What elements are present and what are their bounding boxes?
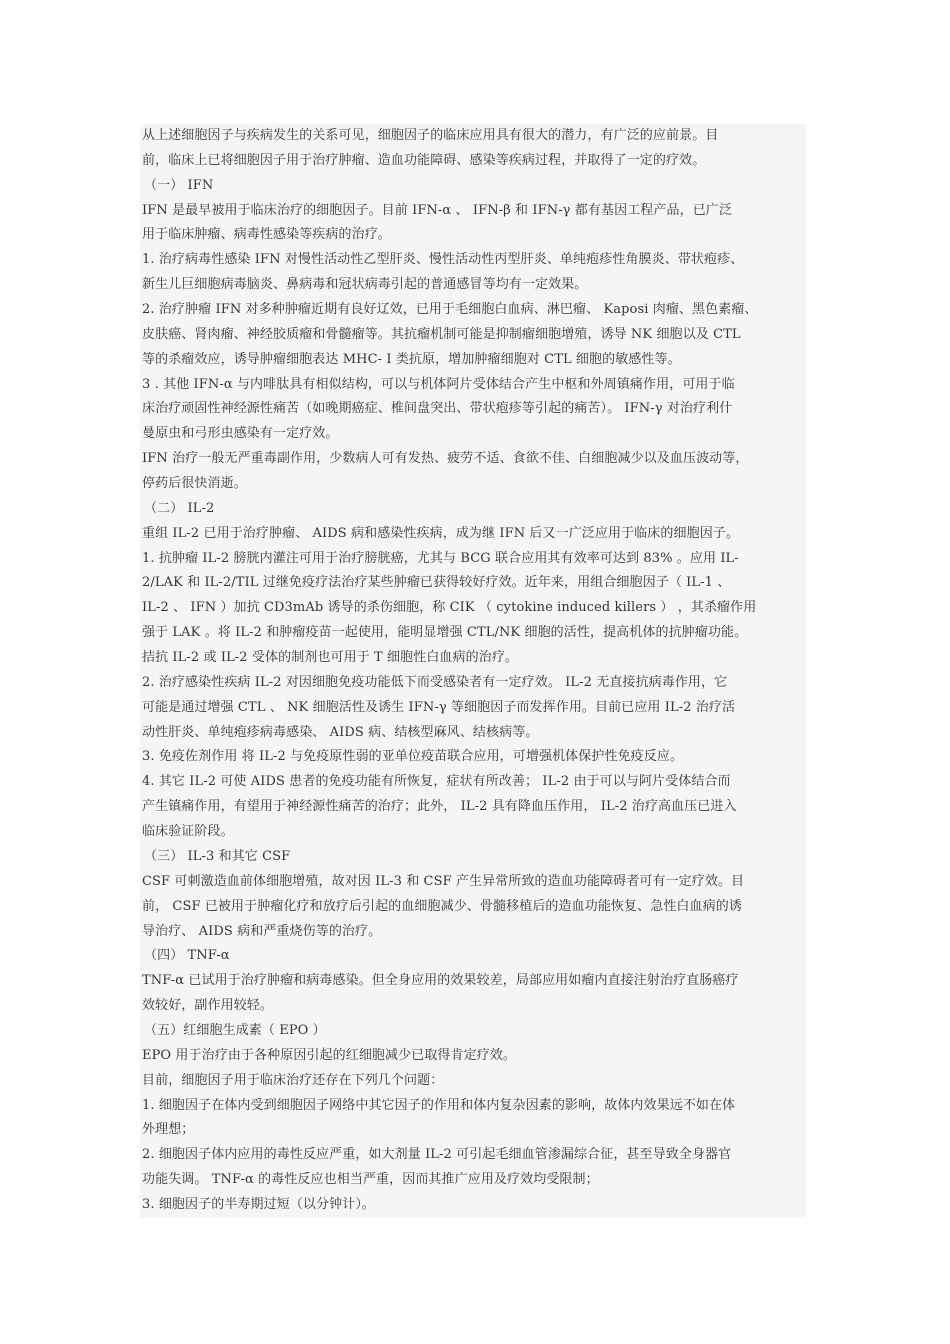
text-line: 皮肤癌、肾肉瘤、神经胶质瘤和骨髓瘤等。其抗瘤机制可能是抑制瘤细胞增殖，诱导 NK 细胞以及 CTL (142, 326, 741, 342)
text-line: 效较好，副作用较轻。 (142, 998, 274, 1014)
text-line: 产生镇痛作用，有望用于神经源性痛苦的治疗；此外， IL-2 具有降血压作用， IL-2 治疗高血压已进入 (142, 799, 737, 815)
text-line: 新生儿巨细胞病毒脑炎、鼻病毒和冠状病毒引起的普通感冒等均有一定效果。 (142, 277, 588, 293)
text-line: 导治疗、 AIDS 病和严重烧伤等的治疗。 (142, 923, 382, 939)
text-line: 3. 免疫佐剂作用 将 IL-2 与免疫原性弱的亚单位疫苗联合应用，可增强机体保护性免疫反应。 (142, 749, 684, 765)
text-line: 动性肝炎、单纯疱疹病毒感染、 AIDS 病、结核型麻风、结核病等。 (142, 724, 539, 740)
text-line: IFN 治疗一般无严重毒副作用，少数病人可有发热、疲劳不适、食欲不佳、白细胞减少以及血压波动等， (142, 451, 749, 467)
text-line: 临床验证阶段。 (142, 824, 234, 840)
text-line: 3. 细胞因子的半寿期过短（以分钟计）。 (142, 1196, 376, 1212)
text-line: 停药后很快消逝。 (142, 476, 247, 492)
text-line: 拮抗 IL-2 或 IL-2 受体的制剂也可用于 T 细胞性白血病的治疗。 (142, 650, 519, 666)
text-line: 2. 治疗感染性疾病 IL-2 对因细胞免疫功能低下而受感染者有一定疗效。 IL-2 无直接抗病毒作用，它 (142, 674, 728, 690)
section-heading: （一） IFN (144, 177, 214, 193)
text-line: IFN 是最早被用于临床治疗的细胞因子。目前 IFN-α 、 IFN-β 和 IFN-γ 都有基因工程产品，已广泛 (142, 202, 732, 218)
text-line: 2. 治疗肿瘤 IFN 对多种肿瘤近期有良好辽效，已用于毛细胞白血病、淋巴瘤、 Kaposi 肉瘤、黑色素瘤、 (142, 302, 758, 318)
text-line: 重组 IL-2 已用于治疗肿瘤、 AIDS 病和感染性疾病，成为继 IFN 后又一广泛应用于临床的细胞因子。 (142, 525, 740, 541)
section-heading: （五）红细胞生成素（ EPO ） (144, 1022, 326, 1038)
text-line: 床治疗顽固性神经源性痛苦（如晚期癌症、椎间盘突出、带状疱疹等引起的痛苦）。 IFN-γ 对治疗利什 (142, 401, 733, 417)
text-line: 4. 其它 IL-2 可使 AIDS 患者的免疫功能有所恢复，症状有所改善； IL-2 由于可以与阿片受体结合而 (142, 774, 731, 790)
text-line: 1. 抗肿瘤 IL-2 膀胱内灌注可用于治疗膀胱癌，尤其与 BCG 联合应用其有效率可达到 83% 。应用 IL- (142, 550, 739, 566)
text-line: 1. 细胞因子在体内受到细胞因子网络中其它因子的作用和体内复杂因素的影响，故体内效果远不如在体 (142, 1097, 736, 1113)
document-body (140, 124, 806, 1218)
section-heading: （四） TNF-α (144, 948, 230, 964)
text-line: 目前，细胞因子用于临床治疗还存在下列几个问题： (142, 1072, 444, 1088)
text-line: EPO 用于治疗由于各种原因引起的红细胞减少已取得肯定疗效。 (142, 1047, 517, 1063)
text-line: IL-2 、 IFN ）加抗 CD3mAb 诱导的杀伤细胞，称 CIK （ cytokine induced killers ） ，其杀瘤作用 (142, 600, 757, 616)
text-line: 可能是通过增强 CTL 、 NK 细胞活性及诱生 IFN-γ 等细胞因子而发挥作用。目前已应用 IL-2 治疗活 (142, 699, 736, 715)
text-line: CSF 可刺激造血前体细胞增殖，故对因 IL-3 和 CSF 产生异常所致的造血功能障碍者可有一定疗效。目 (142, 873, 745, 889)
text-line: 从上述细胞因子与疾病发生的关系可见，细胞因子的临床应用具有很大的潜力，有广泛的应前景。目 (142, 128, 719, 143)
text-line: TNF-α 已试用于治疗肿瘤和病毒感染。但全身应用的效果较差，局部应用如瘤内直接注射治疗直肠癌疗 (142, 973, 739, 989)
text-line: 曼原虫和弓形虫感染有一定疗效。 (142, 426, 339, 442)
text-line: 2. 细胞因子体内应用的毒性反应严重，如大剂量 IL-2 可引起毛细血管渗漏综合征，甚至导致全身器官 (142, 1147, 732, 1163)
text-line: 外理想； (142, 1122, 195, 1138)
text-line: 功能失调。 TNF-α 的毒性反应也相当严重，因而其推广应用及疗效均受限制； (142, 1172, 599, 1188)
section-heading: （三） IL-3 和其它 CSF (144, 848, 291, 864)
text-line: 用于临床肿瘤、病毒性感染等疾病的治疗。 (142, 227, 391, 243)
text-line: 前， CSF 已被用于肿瘤化疗和放疗后引起的血细胞减少、骨髓移植后的造血功能恢复、急性白血病的诱 (142, 898, 742, 914)
text-line: 1. 治疗病毒性感染 IFN 对慢性活动性乙型肝炎、慢性活动性丙型肝炎、单纯疱疹性角膜炎、带状疱疹、 (142, 252, 744, 268)
section-heading: （二） IL-2 (144, 500, 215, 516)
text-line: 3 . 其他 IFN-α 与内啡肽具有相似结构，可以与机体阿片受体结合产生中枢和外周镇痛作用，可用于临 (142, 376, 735, 392)
text-line: 等的杀瘤效应，诱导肿瘤细胞表达 MHC- Ⅰ 类抗原，增加肿瘤细胞对 CTL 细胞的敏感性等。 (142, 351, 681, 367)
text-line: 强于 LAK 。将 IL-2 和肿瘤疫苗一起使用，能明显增强 CTL/NK 细胞的活性，提高机体的抗肿瘤功能。 (142, 625, 748, 641)
text-line: 2/LAK 和 IL-2/TIL 过继免疫疗法治疗某些肿瘤已获得较好疗效。近年来，用组合细胞因子（ IL-1 、 (142, 575, 731, 591)
text-line: 前，临床上已将细胞因子用于治疗肿瘤、造血功能障碍、感染等疾病过程，并取得了一定的疗效。 (142, 152, 706, 168)
